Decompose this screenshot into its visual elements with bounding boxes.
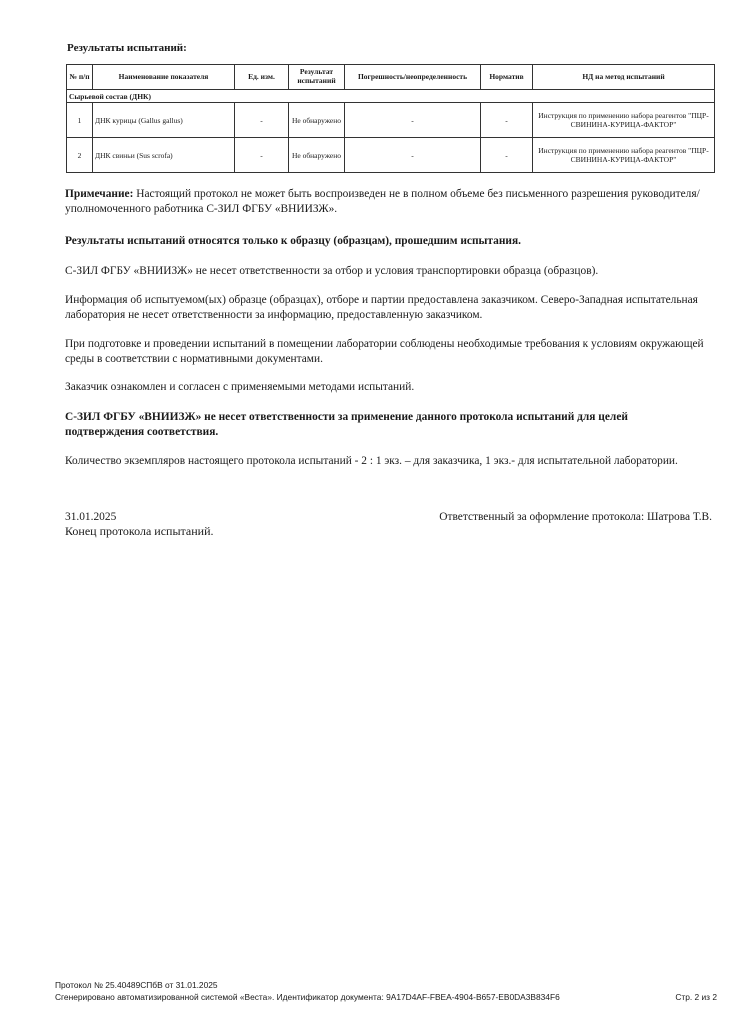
confirmation-paragraph: С-ЗИЛ ФГБУ «ВНИИЗЖ» не несет ответственности за применение данного протокола испытаний для целей подтверждения соответствия. <box>65 411 628 438</box>
table-group-row <box>67 90 715 103</box>
page-number: Стр. 2 из 2 <box>675 992 717 1002</box>
footer-protocol-number: Протокол № 25.40489СПбВ от 31.01.2025 <box>55 980 218 990</box>
cell-unit: - <box>235 138 289 173</box>
table-row <box>67 138 715 173</box>
header-num: № п/п <box>67 65 93 90</box>
cell-norm: - <box>481 103 533 138</box>
info-paragraph: Информация об испытуемом(ых) образце (образцах), отборе и партии предоставлена заказчиком. Северо-Западная испытательная лаборатория не несет ответственности за информацию, предоставленную заказчиком. <box>65 294 698 321</box>
header-norm: Норматив <box>481 65 533 90</box>
no-responsibility-paragraph: С-ЗИЛ ФГБУ «ВНИИЗЖ» не несет ответственности за отбор и условия транспортировки образца (образцов). <box>65 265 599 277</box>
cell-num: 1 <box>67 103 93 138</box>
cell-result: Не обнаружено <box>289 103 345 138</box>
cell-uncertainty: - <box>345 103 481 138</box>
group-label: Сырьевой состав (ДНК) <box>67 90 715 103</box>
header-result: Результат испытаний <box>289 65 345 90</box>
results-table <box>66 64 715 173</box>
cell-name: ДНК курицы (Gallus gallus) <box>93 103 235 138</box>
copies-paragraph: Количество экземпляров настоящего протокола испытаний - 2 : 1 экз. – для заказчика, 1 экз.- для испытательной лаборатории. <box>65 455 678 467</box>
cell-method: Инструкция по применению набора реагентов "ПЦР-СВИНИНА-КУРИЦА-ФАКТОР" <box>533 103 715 138</box>
note-paragraph <box>65 187 705 217</box>
header-method: НД на метод испытаний <box>533 65 715 90</box>
cell-name: ДНК свиньи (Sus scrofa) <box>93 138 235 173</box>
header-name: Наименование показателя <box>93 65 235 90</box>
cell-num: 2 <box>67 138 93 173</box>
end-of-protocol: Конец протокола испытаний. <box>65 524 214 538</box>
cell-unit: - <box>235 103 289 138</box>
results-only-paragraph: Результаты испытаний относятся только к образцу (образцам), прошедшим испытания. <box>65 235 521 247</box>
cell-method: Инструкция по применению набора реагентов "ПЦР-СВИНИНА-КУРИЦА-ФАКТОР" <box>533 138 715 173</box>
conditions-paragraph: При подготовке и проведении испытаний в помещении лаборатории соблюдены необходимые требования к условиям окружающей среды в соответствии с нормативными документами. <box>65 338 704 365</box>
results-title: Результаты испытаний: <box>67 42 187 54</box>
note-text: Настоящий протокол не может быть воспроизведен не в полном объеме без письменного разрешения руководителя/уполномоченного работника С-ЗИЛ ФГБУ «ВНИИЗЖ». <box>65 188 700 215</box>
cell-uncertainty: - <box>345 138 481 173</box>
footer-generated-by: Сгенерировано автоматизированной системой «Веста». Идентификатор документа: 9A17D4AF-FBEA-4904-B657-EB0DA3B834F6 <box>55 992 560 1002</box>
cell-norm: - <box>481 138 533 173</box>
responsible-person: Ответственный за оформление протокола: Шатрова Т.В. <box>439 511 712 523</box>
header-uncertainty: Погрешность/неопределенность <box>345 65 481 90</box>
protocol-date: 31.01.2025 <box>65 511 117 523</box>
table-row <box>67 103 715 138</box>
cell-result: Не обнаружено <box>289 138 345 173</box>
header-unit: Ед. изм. <box>235 65 289 90</box>
note-label: Примечание: <box>65 188 134 200</box>
table-header-row <box>67 65 715 90</box>
customer-paragraph: Заказчик ознакомлен и согласен с применяемыми методами испытаний. <box>65 381 415 393</box>
